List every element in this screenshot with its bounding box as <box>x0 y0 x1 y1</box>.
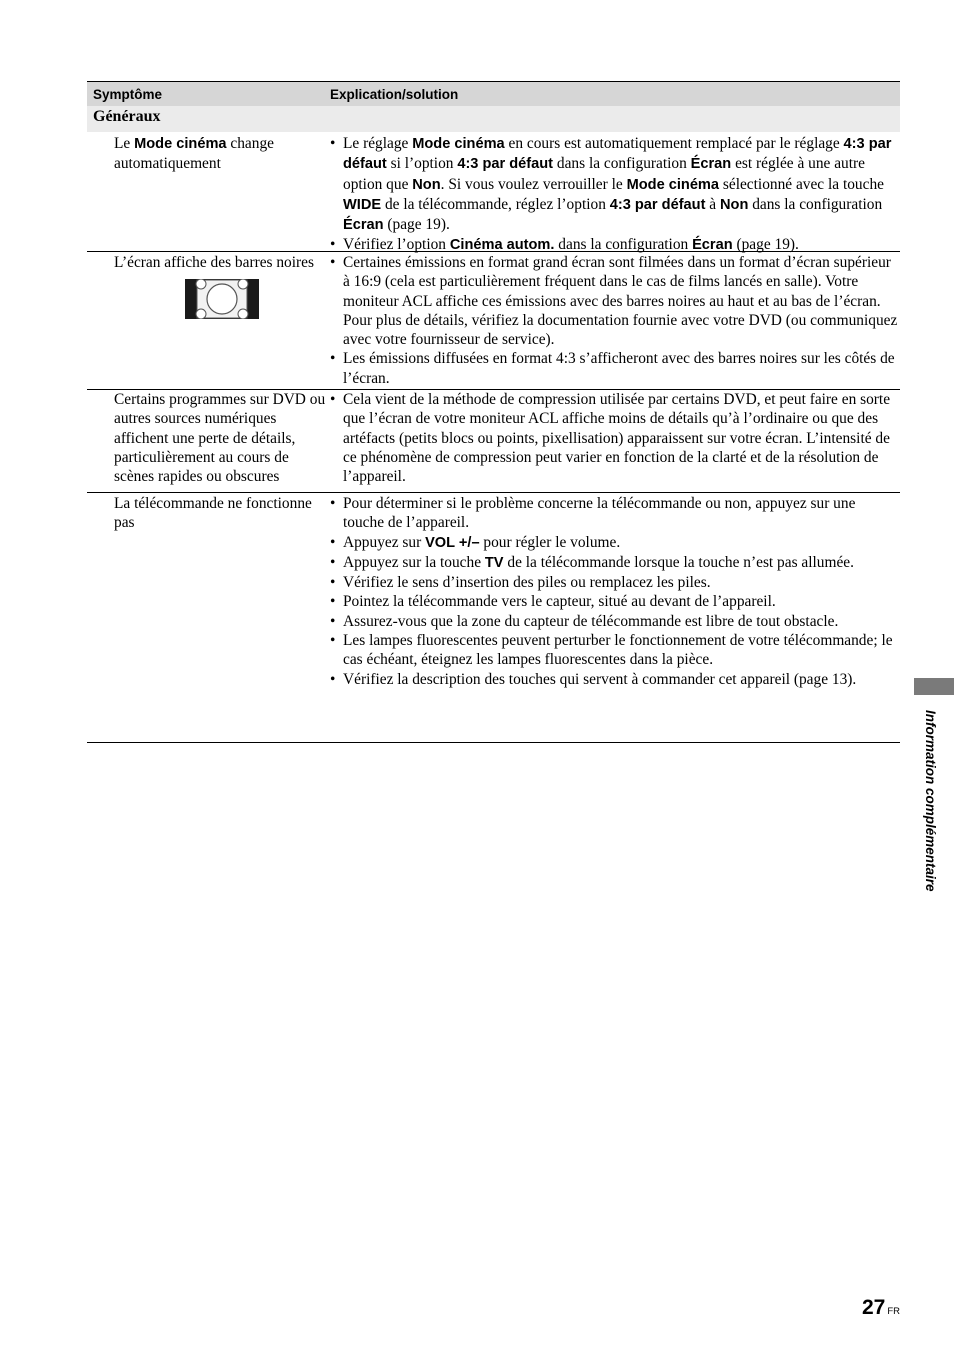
symptom-text <box>114 134 326 174</box>
text-run: L’écran affiche des barres noires <box>114 254 314 271</box>
text-run: change automatiquement <box>114 135 274 173</box>
text-run: Appuyez sur la touche <box>343 553 485 571</box>
text-run: si l’option <box>386 155 458 173</box>
text-run: Les émissions diffusées en format 4:3 s’afficheront avec des barres noires sur les côtés de l’écran. <box>343 350 895 387</box>
text-run: Pointez la télécommande vers le capteur, situé au devant de l’appareil. <box>343 593 776 611</box>
table-row <box>87 252 900 390</box>
solution-item <box>330 612 900 631</box>
bold-term: Écran <box>692 237 733 254</box>
text-run: Le réglage <box>343 135 413 152</box>
bold-term: Écran <box>690 156 732 173</box>
solution-item <box>330 533 900 553</box>
letterbox-icon <box>185 279 259 319</box>
text-run: sélectionné avec la touche <box>719 175 884 193</box>
text-run: Vérifiez la description des touches qui servent à commander cet appareil (page 13). <box>343 670 857 688</box>
symptom-cell <box>87 390 330 492</box>
symptom-cell <box>87 253 330 389</box>
section-title: Généraux <box>87 106 900 132</box>
bold-term: Mode cinéma <box>134 136 227 152</box>
text-run: Certains programmes sur DVD ou autres sources numériques affichent une perte de détails, particulièrement au cours de scènes rapides ou obscures <box>114 391 326 486</box>
solution-item <box>330 553 900 573</box>
text-run: Pour déterminer si le problème concerne la télécommande ou non, appuyez sur une touche de l’appareil. <box>343 495 856 532</box>
text-run: à <box>705 195 720 213</box>
text-run: Assurez-vous que la zone du capteur de télécommande est libre de tout obstacle. <box>343 612 839 630</box>
symptom-cell <box>87 134 330 251</box>
table-row <box>87 390 900 493</box>
solution-item <box>330 592 900 611</box>
solution-cell <box>330 253 900 389</box>
text-run: en cours est automatiquement remplacé par le réglage <box>504 135 844 152</box>
solution-item <box>330 134 900 235</box>
troubleshooting-table <box>87 81 900 743</box>
bold-term: VOL +/– <box>425 534 480 551</box>
solution-list <box>330 390 900 486</box>
text-run: Le <box>114 135 135 152</box>
bold-term: 4:3 par défaut <box>343 136 892 173</box>
bold-term: 4:3 par défaut <box>609 196 706 213</box>
text-run: Les lampes fluorescentes peuvent perturber le fonctionnement de votre télécommande; le cas échéant, éteignez les lampes fluorescentes dans la pièce. <box>343 632 893 669</box>
text-run: est réglée à une autre option que <box>343 155 865 193</box>
table-header <box>87 81 900 106</box>
text-run: La télécommande ne fonctionne pas <box>114 495 312 532</box>
bold-term: Mode cinéma <box>412 136 505 152</box>
page-number <box>862 1296 900 1320</box>
text-run: de la télécommande lorsque la touche n’est pas allumée. <box>503 553 854 571</box>
text-run: dans la configuration <box>554 236 693 254</box>
section-tab-marker <box>914 678 954 695</box>
bold-term: 4:3 par défaut <box>457 156 554 173</box>
text-run: pour régler le volume. <box>479 533 621 551</box>
table-row <box>87 132 900 252</box>
bold-term: Cinéma autom. <box>449 237 555 254</box>
symptom-text <box>114 253 326 272</box>
header-solution: Explication/solution <box>330 86 459 102</box>
text-run: dans la configuration <box>748 195 883 213</box>
bold-term: WIDE <box>343 196 382 213</box>
section-tab-label: Information complémentaire <box>923 710 938 892</box>
text-run: . Si vous voulez verrouiller le <box>440 175 627 193</box>
table-row <box>87 493 900 743</box>
text-run: Certaines émissions en format grand écran sont filmées dans un format d’écran supérieur à 16:9 (cela est particulièrement fréquent dans le cas de films lancés en salle). Votre moniteur ACL affiche ces émissions avec des barres noires au haut et au bas de l’écran. Pour plus de détails, vérifiez la documentation fournie avec votre DVD (ou communiquez avec votre fournisseur de service). <box>343 254 898 349</box>
page-language: FR <box>887 1306 900 1317</box>
text-run: Vérifiez le sens d’insertion des piles ou remplacez les piles. <box>343 574 711 592</box>
solution-item <box>330 670 900 689</box>
solution-item <box>330 494 900 533</box>
bold-term: Mode cinéma <box>626 176 720 193</box>
symptom-text <box>114 390 326 486</box>
bold-term: TV <box>484 554 504 571</box>
page-number-value: 27 <box>861 1296 886 1319</box>
text-run: Appuyez sur <box>343 533 426 551</box>
solution-cell <box>330 390 900 492</box>
text-run: dans la configuration <box>553 155 691 173</box>
solution-item <box>330 253 900 349</box>
text-run: (page 19). <box>383 216 450 234</box>
symptom-text <box>114 494 326 533</box>
solution-item <box>330 631 900 670</box>
solution-item <box>330 349 900 388</box>
solution-cell <box>330 134 900 254</box>
text-run: Vérifiez l’option <box>343 236 450 254</box>
solution-list <box>330 134 900 256</box>
solution-list <box>330 253 900 388</box>
solution-list <box>330 494 900 689</box>
text-run: Cela vient de la méthode de compression utilisée par certains DVD, et peut faire en sorte que l’écran de votre moniteur ACL affiche moins de détails qu’à l’ordinaire ou que des artéfacts (petits blocs ou points, pixellisation) apparaissent sur votre écran. L’intensité de ce phénomène de compression peut varier en fonction de la clarté et de la résolution de l’appareil. <box>343 391 891 486</box>
solution-cell <box>330 494 900 742</box>
text-run: de la télécommande, réglez l’option <box>381 195 610 213</box>
bold-term: Écran <box>343 217 384 234</box>
bold-term: Non <box>412 176 441 193</box>
table-body <box>87 132 900 743</box>
symptom-cell <box>87 494 330 742</box>
solution-item <box>330 573 900 592</box>
bold-term: Non <box>719 196 749 213</box>
header-symptom: Symptôme <box>93 86 163 102</box>
solution-item <box>330 390 900 486</box>
text-run: (page 19). <box>732 236 799 254</box>
